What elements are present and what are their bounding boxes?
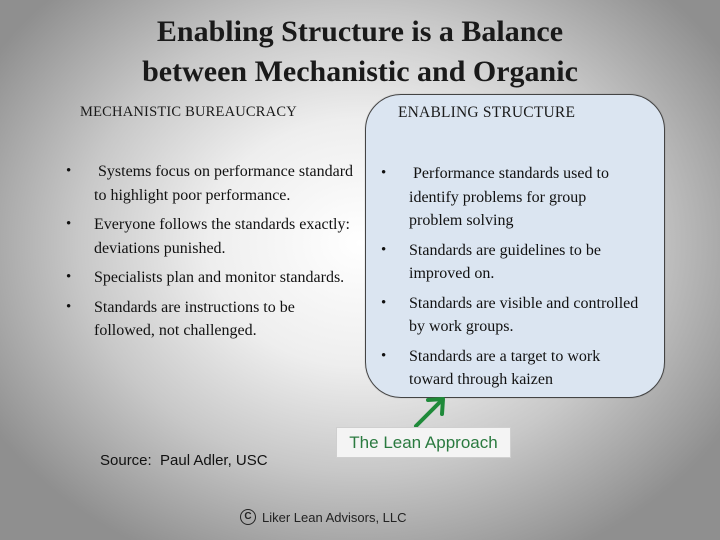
list-item [381, 162, 643, 233]
list-item [66, 266, 356, 290]
bullet-text: Standards are visible and controlled by work groups. [409, 294, 639, 335]
lean-approach-callout: The Lean Approach [336, 427, 511, 458]
bullet-text: Systems focus on performance standard to highlight poor performance. [94, 163, 358, 204]
bullet-icon: • [66, 269, 72, 285]
bullet-text: Standards are instructions to be followed, not challenged. [94, 298, 295, 339]
list-item [66, 160, 356, 207]
bullet-text: Everyone follows the standards exactly: deviations punished. [94, 216, 350, 257]
mechanistic-bullet-list [66, 160, 356, 349]
list-item [66, 296, 356, 343]
list-item [381, 345, 643, 392]
list-item [381, 292, 643, 339]
bullet-icon: • [381, 165, 387, 181]
enabling-bullet-list [381, 162, 643, 398]
source-citation: Source: Paul Adler, USC [100, 452, 268, 469]
footer [240, 509, 407, 525]
copyright-icon: C [240, 509, 256, 525]
bullet-icon: • [66, 216, 72, 232]
list-item [66, 213, 356, 260]
bullet-text: Standards are a target to work toward through kaizen [409, 347, 601, 388]
bullet-text: Standards are guidelines to be improved on. [409, 241, 601, 282]
enabling-header: ENABLING STRUCTURE [398, 104, 576, 121]
bullet-icon: • [381, 241, 387, 258]
mechanistic-header: MECHANISTIC BUREAUCRACY [80, 104, 297, 120]
bullet-icon: • [66, 298, 72, 315]
bullet-text: Specialists plan and monitor standards. [94, 269, 345, 286]
footer-text: Liker Lean Advisors, LLC [262, 509, 407, 525]
slide-title [0, 12, 720, 92]
title-line-1: Enabling Structure is a Balance [156, 15, 564, 48]
bullet-icon: • [66, 163, 72, 179]
title-line-2: between Mechanistic and Organic [142, 55, 578, 88]
arrow-icon [410, 392, 450, 430]
bullet-icon: • [381, 347, 387, 364]
list-item [381, 239, 643, 286]
bullet-text: Performance standards used to identify problems for group problem solving [409, 165, 613, 229]
bullet-icon: • [381, 294, 387, 311]
